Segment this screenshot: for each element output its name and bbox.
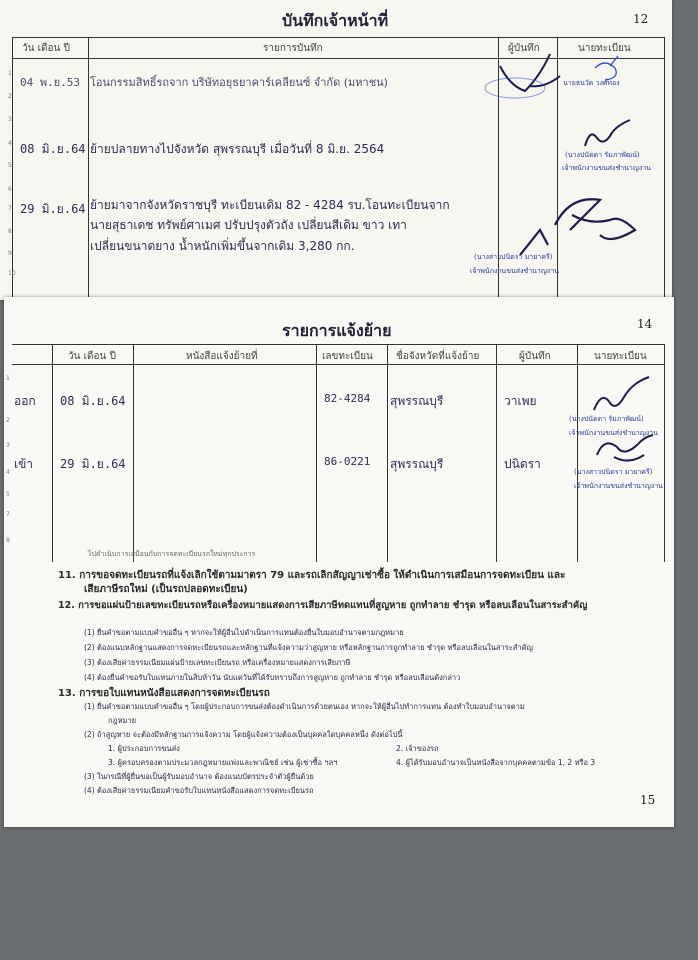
note-line: 13. การขอใบแทนหนังสือแสดงการจดทะเบียนรถ bbox=[58, 688, 270, 699]
header-date: วัน เดือน ปี bbox=[22, 43, 70, 54]
row-province: สุพรรณบุรี bbox=[390, 394, 444, 408]
note-line: (4) ต้องยื่นคำขอรับใบแทนภายในสิบห้าวัน นับแต่วันที่ได้รับทราบถึงการสูญหาย ถูกทำลาย ชำรุด หรือลบเลือนดังกล่าว bbox=[84, 673, 461, 682]
column-divider bbox=[133, 344, 134, 562]
officer-stamp-title: เจ้าพนักงานขนส่งชำนาญงาน bbox=[574, 482, 663, 490]
row-date: 08 มิ.ย.64 bbox=[20, 142, 86, 156]
row-text: เปลี่ยนขนาดยาง น้ำหนักเพิ่มขึ้นจากเดิม 3,280 กก. bbox=[90, 239, 355, 253]
row-date: 04 พ.ย.53 bbox=[20, 76, 81, 89]
note-line: (1) ยื่นคำขอตามแบบคำขออื่น ๆ โดยผู้ประกอบการขนส่งต้องดำเนินการด้วยตนเอง หากจะให้ผู้อื่นไปทำการแทน ต้องทำใบมอบอำนาจตาม bbox=[84, 702, 525, 711]
officer-stamp-name: (นางสาวปนิดรา มายาครี) bbox=[574, 468, 653, 476]
header-recorder: ผู้บันทึก bbox=[508, 43, 540, 54]
page-number: 12 bbox=[633, 12, 649, 26]
registrar-stamp: นายธนวัต วงศ์ทอง bbox=[563, 79, 620, 87]
table-top-border bbox=[12, 344, 664, 345]
officer-stamp-name: (นางสาวปนิดรา มายาครี) bbox=[474, 253, 553, 261]
record-page-officer-notes: บันทึกเจ้าหน้าที่ 12 วัน เดือน ปี รายการบันทึก ผู้บันทึก นายทะเบียน 1 2 3 4 5 6 7 8 9 10 04 พ.ย.53 โอนกรรมสิทธิ์รถจาก บริษัทอยุธยาคาร์เคลียนซ์ จำกัด (มหาชน) 08 มิ.ย.64 ย้ายปลายทางไปจังหวัด สุพรรณบุรี เมื่อวันที่ 8 มิ.ย. 2564 29 มิ.ย.64 ย้ายมาจากจังหวัดราชบุรี ทะเบียนเดิม 82 - 4284 รบ.โอนทะเบียนจาก นายสุธาเดช ทรัพย์ศาเมศ ปรับปรุงตัวถัง เปลี่ยนสีเดิม ขาว เทา เปลี่ยนขนาดยาง น้ำหนักเพิ่มขึ้นจากเดิม 3,280 กก. นายธนวัต วงศ์ทอง (นางปนัดดา รัมภาพัฒน์) เจ้าพนักงานขนส่งชำนาญงาน (นางสาวปนิดรา มายาครี) เจ้าพนักงานขนส่งชำนาญงาน bbox=[0, 0, 672, 300]
note-line: (4) ต้องเสียค่าธรรมเนียมคำขอรับใบแทนหนังสือแสดงการจดทะเบียนรถ bbox=[84, 786, 314, 795]
notes-intro: ไปดำเนินการเสมือนกับการจดทะเบียนรถใหม่ทุกประการ bbox=[88, 550, 256, 558]
header-registrar: นายทะเบียน bbox=[594, 351, 647, 362]
direction-label: ออก bbox=[14, 394, 36, 408]
note-line: (3) ต้องเสียค่าธรรมเนียมแผ่นป้ายเลขทะเบียนรถ หรือเครื่องหมายแสดงการเสียภาษี bbox=[84, 658, 351, 667]
note-line: 3. ผู้ครอบครองตามประมวลกฎหมายแพ่งและพาณิชย์ เช่น ผู้เช่าซื้อ ฯลฯ bbox=[108, 758, 338, 767]
officer-stamp-title: เจ้าพนักงานขนส่งชำนาญงาน bbox=[562, 164, 651, 172]
column-divider bbox=[577, 344, 578, 562]
row-text: ย้ายปลายทางไปจังหวัด สุพรรณบุรี เมื่อวันที่ 8 มิ.ย. 2564 bbox=[90, 142, 385, 156]
row-date: 08 มิ.ย.64 bbox=[60, 394, 126, 408]
page-number: 14 bbox=[637, 317, 653, 331]
direction-label: เข้า bbox=[14, 457, 34, 471]
header-item: รายการบันทึก bbox=[263, 43, 323, 54]
note-line: (3) ในกรณีที่ผู้ยื่นขอเป็นผู้รับมอบอำนาจ ต้องแนบบัตรประจำตัวผู้ยื่นด้วย bbox=[84, 772, 314, 781]
column-divider bbox=[496, 344, 497, 562]
header-province: ชื่อจังหวัดที่แจ้งย้าย bbox=[396, 351, 480, 362]
table-right-border bbox=[664, 344, 665, 562]
header-recorder: ผู้บันทึก bbox=[519, 351, 551, 362]
page-title: บันทึกเจ้าหน้าที่ bbox=[282, 11, 389, 30]
record-page-transfer-list: รายการแจ้งย้าย 14 วัน เดือน ปี หนังสือแจ้งย้ายที่ เลขทะเบียน ชื่อจังหวัดที่แจ้งย้าย ผู้บันทึก นายทะเบียน 1 2 3 4 5 7 8 ออก 08 มิ.ย.64 82-4284 สุพรรณบุรี วาเพย เข้า 29 มิ.ย.64 86-0221 สุพรรณบุรี ปนิดรา (นางปนัดดา รัมภาพัฒน์) เจ้าพนักงานขนส่งชำนาญงาน (นางสาวปนิดรา มายาครี) เจ้าพนักงานขนส่งชำนาญงาน ไปดำเนินการเสมือนกับการจดทะเบียนรถใหม่ทุกประการ 11. การขอจดทะเบียนรถที่แจ้งเลิกใช้ตามมาตรา 79 และรถเลิกสัญญาเช่าซื้อ ให้ดำเนินการเสมือนการจดทะเบียน และ เสียภาษีรถใหม่ (เป็นรถปลอดทะเบียน) 12. การขอแผ่นป้ายเลขทะเบียนรถหรือเครื่องหมายแสดงการเสียภาษีทดแทนที่สูญหาย ถูกทำลาย ชำรุด หรือลบเลือนในสาระสำคัญ (1) ยื่นคำขอตามแบบคำขออื่น ๆ หากจะให้ผู้อื่นไปดำเนินการแทนต้องยื่นใบมอบอำนาจตามกฎหมาย (2) ต้องแนบหลักฐานแสดงการจดทะเบียนรถและหลักฐานที่แจ้งความว่าสูญหาย หรือหลักฐานการถูกทำลาย ชำรุด หรือลบเลือนในสาระสำคัญ (3) ต้องเสียค่าธรรมเนียมแผ่นป้ายเลขทะเบียนรถ หรือเครื่องหมายแสดงการเสียภาษี (4) ต้องยื่นคำขอรับใบแทนภายในสิบห้าวัน นับแต่วันที่ได้รับทราบถึงการสูญหาย ถูกทำลาย ชำรุด หรือลบเลือนดังกล่าว 13. การขอใบแทนหนังสือแสดงการจดทะเบียนรถ (1) ยื่นคำขอตามแบบคำขออื่น ๆ โดยผู้ประกอบการขนส่งต้องดำเนินการด้วยตนเอง หากจะให้ผู้อื่นไปทำการแทน ต้องทำใบมอบอำนาจตาม กฎหมาย (2) ถ้าสูญหาย จะต้องมีหลักฐานการแจ้งความ โดยผู้แจ้งความต้องเป็นบุคคลใดบุคคลหนึ่ง ดังต่อไปนี้ 1. ผู้ประกอบการขนส่ง 2. เจ้าของรถ 3. ผู้ครอบครองตามประมวลกฎหมายแพ่งและพาณิชย์ เช่น ผู้เช่าซื้อ ฯลฯ 4. ผู้ได้รับมอบอำนาจเป็นหนังสือจากบุคคลตามข้อ 1, 2 หรือ 3 (3) ในกรณีที่ผู้ยื่นขอเป็นผู้รับมอบอำนาจ ต้องแนบบัตรประจำตัวผู้ยื่นด้วย (4) ต้องเสียค่าธรรมเนียมคำขอรับใบแทนหนังสือแสดงการจดทะเบียนรถ 15 bbox=[4, 297, 674, 827]
officer-stamp-title: เจ้าพนักงานขนส่งชำนาญงาน bbox=[569, 429, 658, 437]
row-plate: 86-0221 bbox=[324, 455, 371, 468]
signature-mark bbox=[589, 427, 659, 467]
row-text: ย้ายมาจากจังหวัดราชบุรี ทะเบียนเดิม 82 - 4284 รบ.โอนทะเบียนจาก bbox=[90, 198, 450, 212]
note-line: กฎหมาย bbox=[108, 716, 137, 725]
note-line: 4. ผู้ได้รับมอบอำนาจเป็นหนังสือจากบุคคลตามข้อ 1, 2 หรือ 3 bbox=[396, 758, 596, 767]
signature-mark bbox=[575, 118, 645, 148]
note-line: (1) ยื่นคำขอตามแบบคำขออื่น ๆ หากจะให้ผู้อื่นไปดำเนินการแทนต้องยื่นใบมอบอำนาจตามกฎหมาย bbox=[84, 628, 404, 637]
signature-mark bbox=[584, 375, 664, 415]
page-title: รายการแจ้งย้าย bbox=[282, 321, 392, 340]
header-registrar: นายทะเบียน bbox=[578, 43, 631, 54]
row-text: โอนกรรมสิทธิ์รถจาก บริษัทอยุธยาคาร์เคลียนซ์ จำกัด (มหาชน) bbox=[90, 76, 388, 89]
footer-page-number: 15 bbox=[640, 793, 656, 807]
row-plate: 82-4284 bbox=[324, 392, 371, 405]
note-line: เสียภาษีรถใหม่ (เป็นรถปลอดทะเบียน) bbox=[84, 584, 248, 595]
table-left-border bbox=[12, 37, 13, 299]
row-date: 29 มิ.ย.64 bbox=[60, 457, 126, 471]
officer-stamp-title: เจ้าพนักงานขนส่งชำนาญงาน bbox=[470, 267, 559, 275]
officer-stamp-name: (นางปนัดดา รัมภาพัฒน์) bbox=[565, 151, 640, 159]
note-line: (2) ต้องแนบหลักฐานแสดงการจดทะเบียนรถและหลักฐานที่แจ้งความว่าสูญหาย หรือหลักฐานการถูกทำลาย ชำรุด หรือลบเลือนในสาระสำคัญ bbox=[84, 643, 533, 652]
table-top-border bbox=[12, 37, 664, 38]
note-line: (2) ถ้าสูญหาย จะต้องมีหลักฐานการแจ้งความ โดยผู้แจ้งความต้องเป็นบุคคลใดบุคคลหนึ่ง ดังต่อไปนี้ bbox=[84, 730, 403, 739]
header-date: วัน เดือน ปี bbox=[68, 351, 116, 362]
column-divider bbox=[88, 37, 89, 299]
officer-stamp-name: (นางปนัดดา รัมภาพัฒน์) bbox=[569, 415, 644, 423]
row-date: 29 มิ.ย.64 bbox=[20, 202, 86, 216]
header-plate: เลขทะเบียน bbox=[322, 351, 373, 362]
note-line: 11. การขอจดทะเบียนรถที่แจ้งเลิกใช้ตามมาตรา 79 และรถเลิกสัญญาเช่าซื้อ ให้ดำเนินการเสมือนการจดทะเบียน และ bbox=[58, 570, 566, 581]
column-divider bbox=[52, 344, 53, 562]
column-divider bbox=[387, 344, 388, 562]
column-divider bbox=[316, 344, 317, 562]
row-recorder: วาเพย bbox=[504, 394, 537, 408]
note-line: 1. ผู้ประกอบการขนส่ง bbox=[108, 744, 180, 753]
note-line: 12. การขอแผ่นป้ายเลขทะเบียนรถหรือเครื่องหมายแสดงการเสียภาษีทดแทนที่สูญหาย ถูกทำลาย ชำรุด หรือลบเลือนในสาระสำคัญ bbox=[58, 600, 588, 611]
row-text: นายสุธาเดช ทรัพย์ศาเมศ ปรับปรุงตัวถัง เปลี่ยนสีเดิม ขาว เทา bbox=[90, 218, 407, 232]
row-recorder: ปนิดรา bbox=[504, 457, 541, 471]
row-province: สุพรรณบุรี bbox=[390, 457, 444, 471]
header-bottom-border bbox=[12, 364, 664, 365]
note-line: 2. เจ้าของรถ bbox=[396, 744, 439, 753]
header-letter: หนังสือแจ้งย้ายที่ bbox=[186, 351, 258, 362]
